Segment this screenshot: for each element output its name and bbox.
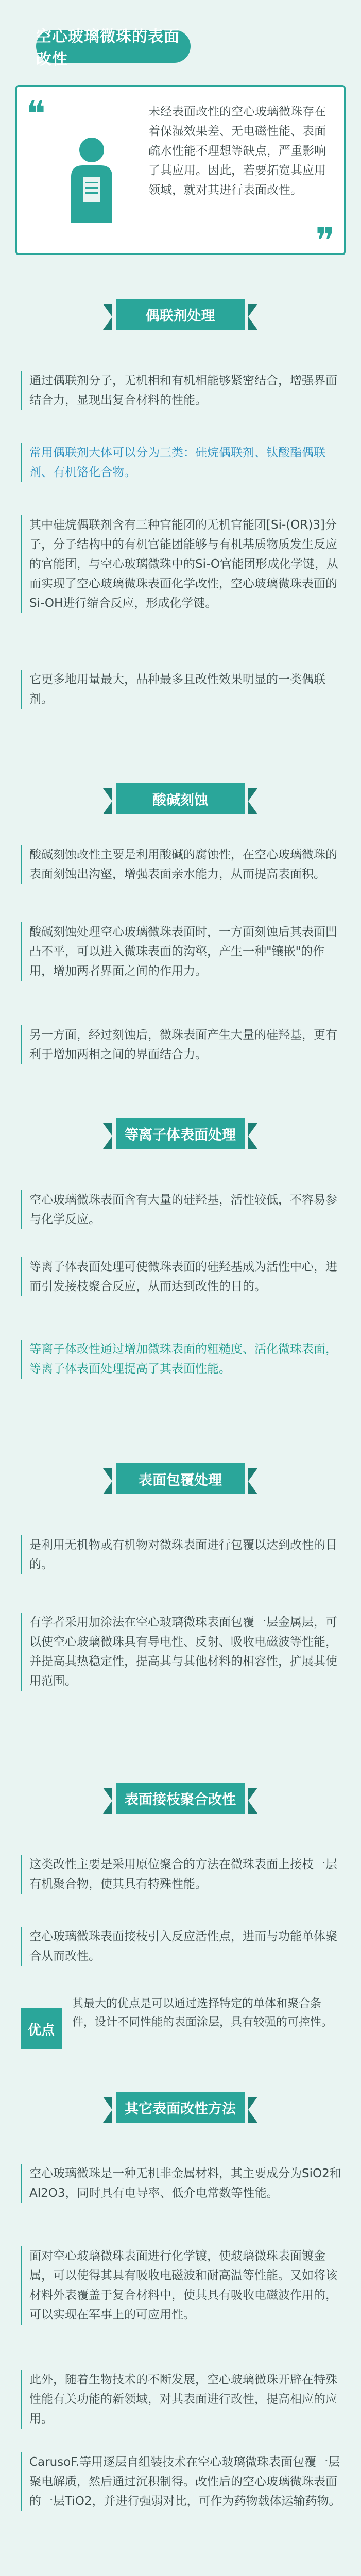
section-paragraph: 酸碱刻蚀处理空心玻璃微珠表面时，一方面刻蚀后其表面凹凸不平，可以进入微珠表面的沟壑，产生一种"镶嵌"的作用，增加两者界面之间的作用力。 [21,922,342,981]
section-paragraph: 其中硅烷偶联剂含有三种官能团的无机官能团[Si-(OR)3]分子，分子结构中的有机官能团能够与有机基质物质发生反应的官能团，与空心玻璃微珠中的Si-O官能团形成化学键，从而实现了空心玻璃微珠表面化学改性，空心玻璃微珠表面的Si-OH进行缩合反应，形成化学键。 [21,515,342,613]
advantage-text: 其最大的优点是可以通过选择特定的单体和聚合条件，设计不同性能的表面涂层，具有较强的可控性。 [72,1997,333,2029]
section-paragraph: 酸碱刻蚀改性主要是利用酸碱的腐蚀性，在空心玻璃微珠的表面刻蚀出沟壑，增强表面亲水能力，从而提高表面积。 [21,845,342,884]
highlight-text: 常用偶联剂大体可以分为三类：硅烷偶联剂、钛酸酯偶联剂、有机铬化合物。 [29,446,325,479]
section-paragraph: 这类改性主要是采用原位聚合的方法在微珠表面上接枝一层有机聚合物，使其具有特殊性能。 [21,1855,342,1894]
section-header-coating [103,1463,257,1499]
section-paragraph: 空心玻璃微珠表面含有大量的硅羟基，活性较低，不容易参与化学反应。 [21,1190,342,1229]
highlight-text: 等离子体改性通过增加微珠表面的粗糙度、活化微珠表面，等离子体表面处理提高了其表面性能。 [29,1343,337,1376]
section-title: 偶联剂处理 [116,299,245,330]
section-header-etching [103,783,257,819]
section-paragraph: 它更多地用量最大，品种最多且改性效果明显的一类偶联剂。 [21,670,342,709]
advantage-box [21,1989,342,2066]
section-paragraph: 等离子体表面处理可使微珠表面的硅羟基成为活性中心，进而引发接枝聚合反应，从而达到改性的目的。 [21,1257,342,1296]
section-paragraph: 面对空心玻璃微珠表面进行化学镀，使玻璃微珠表面镀金属，可以使得其具有吸收电磁波和耐高温等性能。又如将该材料外表覆盖于复合材料中，使其具有吸收电磁波作用的，可以实现在军事上的可应用性。 [21,2246,342,2325]
section-paragraph: 通过偶联剂分子，无机相和有机相能够紧密结合，增强界面结合力，显现出复合材料的性能。 [21,371,342,410]
section-header-coupling [103,299,257,335]
section-paragraph [21,1340,342,1379]
advantage-tag: 优点 [21,2008,62,2049]
section-title: 表面接枝聚合改性 [116,1783,245,1814]
section-header-other [103,2092,257,2128]
section-paragraph: 另一方面，经过刻蚀后，微珠表面产生大量的硅羟基，更有利于增加两相之间的界面结合力。 [21,1025,342,1064]
section-paragraph: 有学者采用加涂法在空心玻璃微珠表面包覆一层金属层，可以使空心玻璃微珠具有导电性、反射、吸收电磁波等性能，并提高其热稳定性，提高其与其他材料的相容性，扩展其使用范围。 [21,1613,342,1691]
section-title: 其它表面改性方法 [116,2092,245,2123]
section-title: 酸碱刻蚀 [116,783,245,814]
section-title: 等离子体表面处理 [116,1118,245,1149]
section-paragraph: 空心玻璃微珠表面接枝引入反应活性点，进而与功能单体聚合从而改性。 [21,1927,342,1966]
intro-box [15,85,346,262]
section-header-plasma [103,1118,257,1154]
intro-text: 未经表面改性的空心玻璃微珠存在着保湿效果差、无电磁性能、表面疏水性能不理想等缺点，严重影响了其应用。因此，若要拓宽其应用领域，就对其进行表面改性。 [148,105,326,197]
section-title: 表面包覆处理 [116,1463,245,1494]
person-icon [63,135,120,223]
section-header-grafting [103,1783,257,1819]
open-quote-icon: ❝ [26,93,46,135]
page-title: 空心玻璃微珠的表面改性 [36,30,191,63]
close-quote-icon: ❞ [315,219,335,262]
section-paragraph: 空心玻璃微珠是一种无机非金属材料，其主要成分为SiO2和Al2O3，同时具有电导率、低介电常数等性能。 [21,2164,342,2203]
section-paragraph: CarusoF.等用逐层自组装技术在空心玻璃微珠表面包覆一层聚电解质，然后通过沉积制得。改性后的空心玻璃微珠表面的一层TiO2，并进行强弱对比，可作为药物载体运输药物。 [21,2452,342,2511]
section-paragraph: 是利用无机物或有机物对微珠表面进行包覆以达到改性的目的。 [21,1535,342,1574]
section-paragraph: 此外，随着生物技术的不断发展，空心玻璃微珠开辟在特殊性能有关功能的新领域，对其表面进行改性，提高相应的应用。 [21,2370,342,2429]
section-paragraph [21,443,342,482]
